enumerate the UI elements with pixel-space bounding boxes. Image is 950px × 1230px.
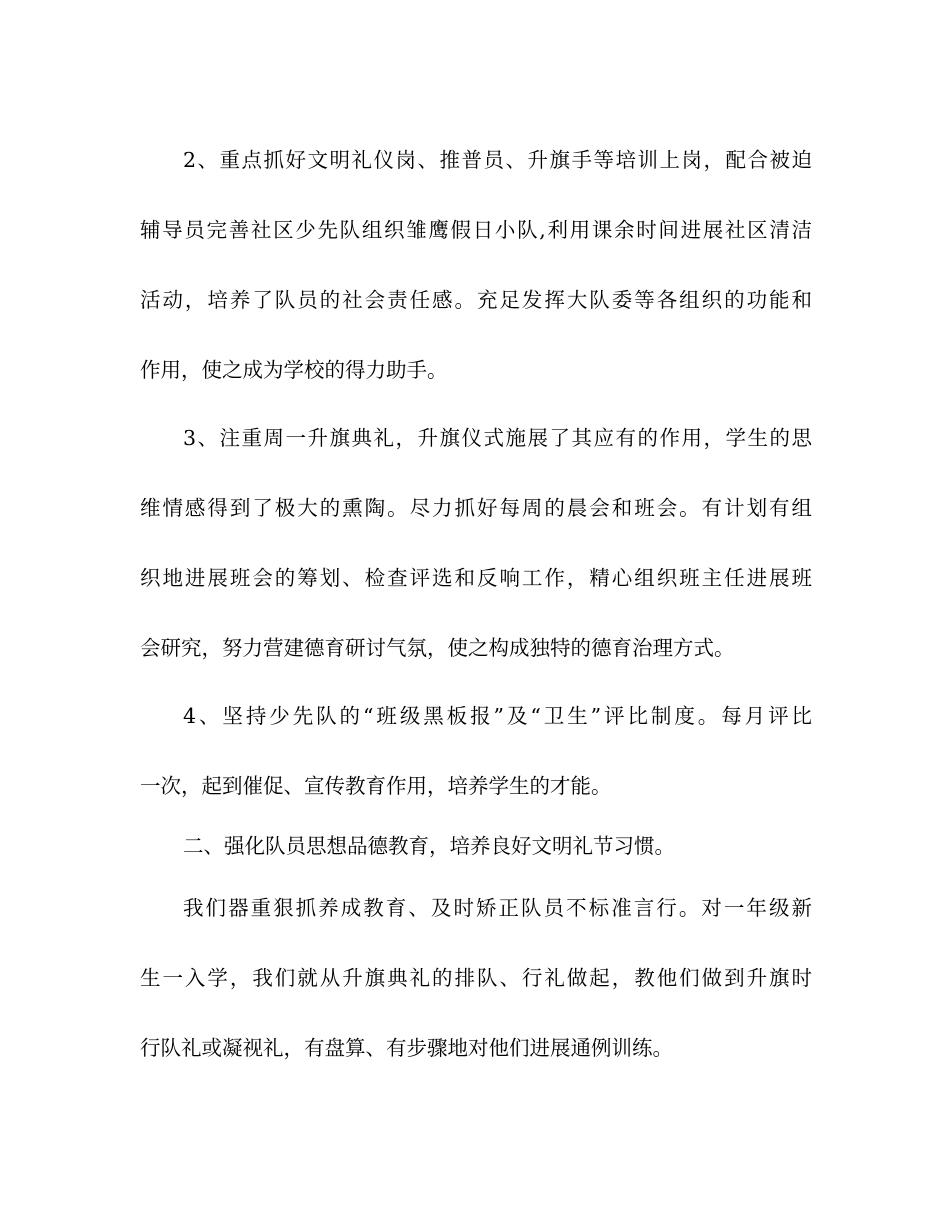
paragraph-5-line-1: 我们器重狠抓养成教育、及时矫正队员不标准言行。对一年级新 (183, 896, 812, 920)
paragraph-3-line-3: 织地进展班会的筹划、检查评选和反响工作，精心组织班主任进展班 (140, 566, 812, 590)
paragraph-2-line-3: 活动，培养了队员的社会责任感。充足发挥大队委等各组织的功能和 (140, 288, 812, 312)
paragraph-5-line-2: 生一入学，我们就从升旗典礼的排队、行礼做起，教他们做到升旗时 (140, 966, 812, 990)
section-heading: 二、强化队员思想品德教育，培养良好文明礼节习惯。 (183, 834, 675, 858)
paragraph-4-line-2: 一次，起到催促、宣传教育作用，培养学生的才能。 (140, 774, 612, 798)
paragraph-2-line-1: 2、重点抓好文明礼仪岗、推普员、升旗手等培训上岗，配合被迫 (183, 148, 812, 172)
paragraph-3-line-2: 维情感得到了极大的熏陶。尽力抓好每周的晨会和班会。有计划有组 (140, 496, 812, 520)
paragraph-4-line-1: 4、坚持少先队的“班级黑板报”及“卫生”评比制度。每月评比 (183, 704, 812, 728)
paragraph-5-line-3: 行队礼或凝视礼，有盘算、有步骤地对他们进展通例训练。 (140, 1036, 673, 1060)
paragraph-2-line-2: 辅导员完善社区少先队组织雏鹰假日小队,利用课余时间进展社区清洁 (140, 218, 812, 242)
paragraph-3-line-4: 会研究，努力营建德育研讨气氛，使之构成独特的德育治理方式。 (140, 636, 735, 660)
paragraph-3-line-1: 3、注重周一升旗典礼，升旗仪式施展了其应有的作用，学生的思 (183, 426, 812, 450)
paragraph-2-line-4: 作用，使之成为学校的得力助手。 (140, 358, 448, 382)
